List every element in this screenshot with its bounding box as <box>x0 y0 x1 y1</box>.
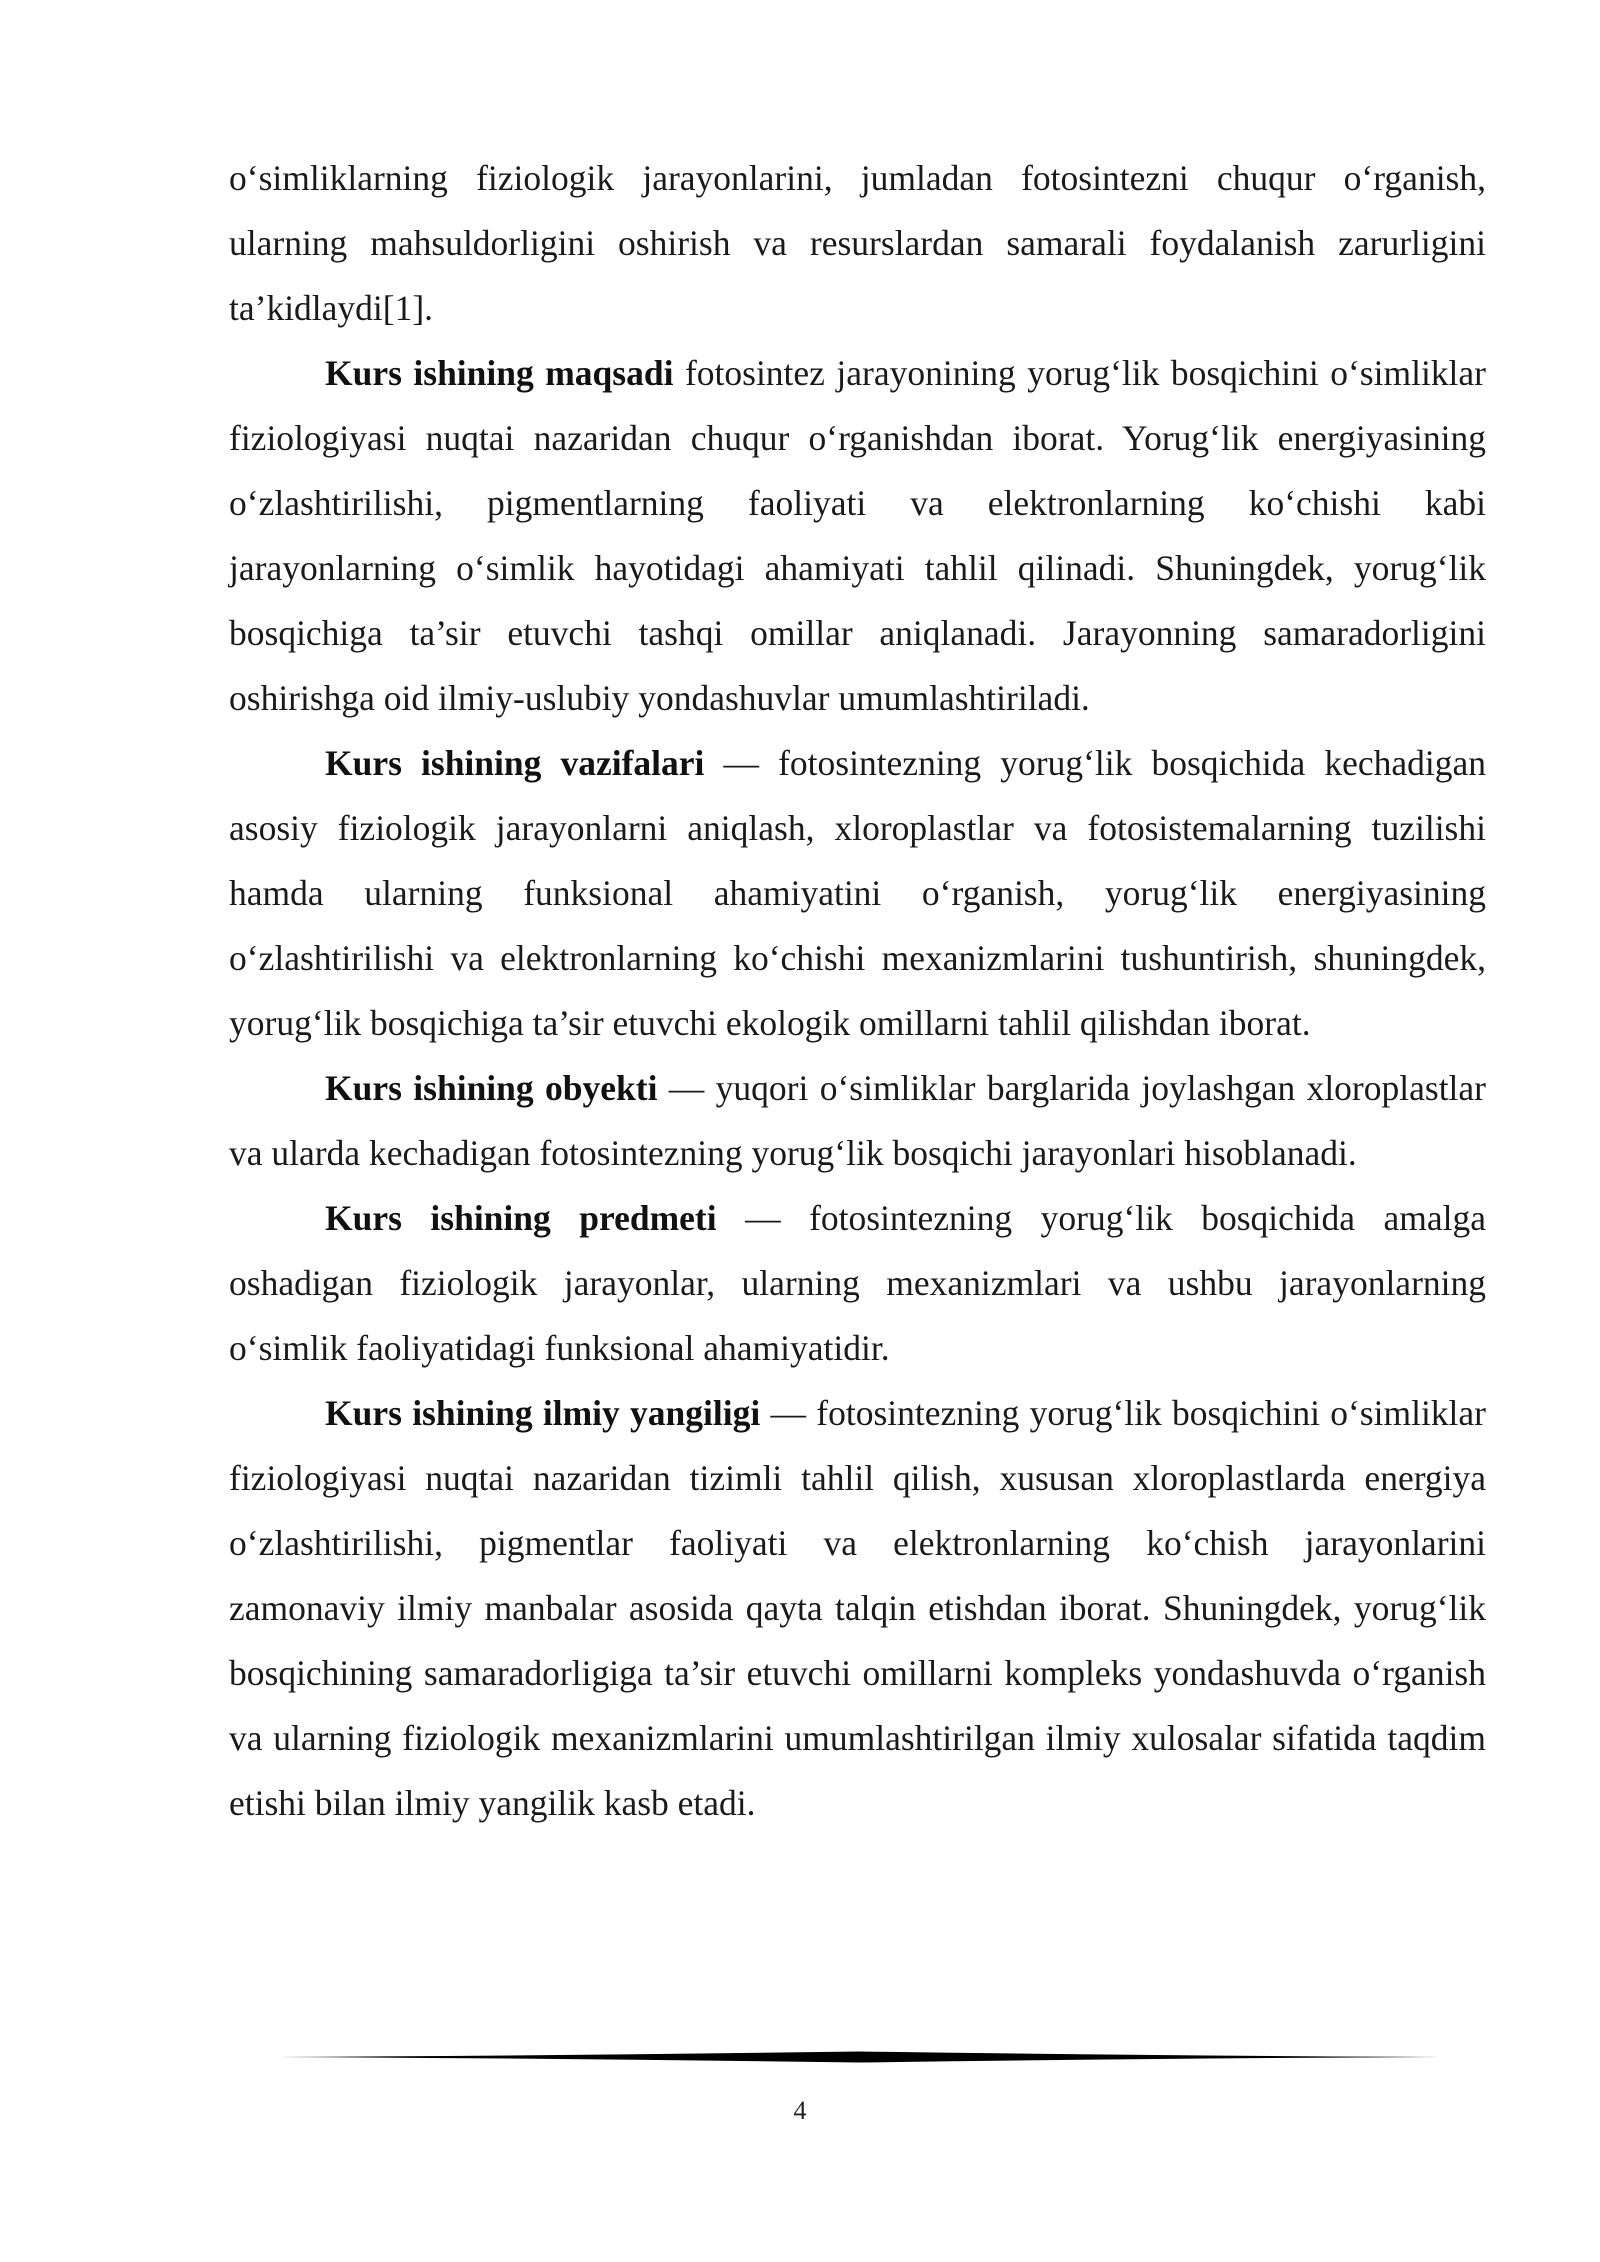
paragraph-novelty <box>229 1381 1486 1836</box>
paragraph-text: fotosintezning yorug‘lik bosqichini o‘simliklar fiziologiyasi nuqtai nazaridan tizimli tahlil qilish, xususan xloroplastlarda energiya o‘zlashtirilishi, pigmentlar faoliyati va elektronlarning ko‘chish jarayonlarini zamonaviy ilmiy manbalar asosida qayta talqin etishdan iborat. Shuningdek, yorug‘lik bosqichining samaradorligiga ta’sir etuvchi omillarni kompleks yondashuvda o‘rganish va ularning fiziologik mexanizmlarini umumlashtirilgan ilmiy xulosalar sifatida taqdim etishi bilan ilmiy yangilik kasb etadi. <box>229 1393 1487 1823</box>
paragraph-goal <box>229 341 1486 731</box>
paragraph-separator: — <box>704 743 779 783</box>
paragraph-separator <box>673 353 684 393</box>
body-text <box>229 146 1486 1836</box>
paragraph-subject <box>229 1186 1486 1381</box>
paragraph-object <box>229 1056 1486 1186</box>
paragraph-heading: Kurs ishining maqsadi <box>325 353 674 393</box>
paragraph-heading: Kurs ishining obyekti <box>325 1068 658 1108</box>
paragraph-tasks <box>229 731 1486 1056</box>
paragraph-heading: Kurs ishining ilmiy yangiligi <box>325 1393 761 1433</box>
paragraph-separator: — <box>760 1393 817 1433</box>
page-number: 4 <box>793 2096 807 2125</box>
paragraph-heading: Kurs ishining vazifalari <box>325 743 705 783</box>
paragraph-text: fotosintezning yorug‘lik bosqichida amalga oshadigan fiziologik jarayonlar, ularning mexanizmlari va ushbu jarayonlarning o‘simlik faoliyatidagi funksional ahamiyatidir. <box>229 1198 1486 1368</box>
footer-divider <box>278 2050 1440 2064</box>
paragraph-separator: — <box>716 1198 810 1238</box>
paragraph-text: fotosintez jarayonining yorug‘lik bosqichini o‘simliklar fiziologiyasi nuqtai nazaridan chuqur o‘rganishdan iborat. Yorug‘lik energiyasining o‘zlashtirilishi, pigmentlarning faoliyati va elektronlarning ko‘chishi kabi jarayonlarning o‘simlik hayotidagi ahamiyati tahlil qilinadi. Shuningdek, yorug‘lik bosqichiga ta’sir etuvchi tashqi omillar aniqlanadi. Jarayonning samaradorligini oshirishga oid ilmiy-uslubiy yondashuvlar umumlashtiriladi. <box>229 353 1486 718</box>
paragraph-heading: Kurs ishining predmeti <box>325 1198 717 1238</box>
paragraph-text: fotosintezning yorug‘lik bosqichida kechadigan asosiy fiziologik jarayonlarni aniqlash, xloroplastlar va fotosistemalarning tuzilishi hamda ularning funksional ahamiyatini o‘rganish, yorug‘lik energiyasining o‘zlashtirilishi va elektronlarning ko‘chishi mexanizmlarini tushuntirish, shuningdek, yorug‘lik bosqichiga ta’sir etuvchi ekologik omillarni tahlil qilishdan iborat. <box>229 743 1486 1043</box>
paragraph-intro-continuation <box>229 146 1486 341</box>
paragraph-text: yuqori o‘simliklar barglarida joylashgan xloroplastlar va ularda kechadigan fotosintezning yorug‘lik bosqichi jarayonlari hisoblanadi. <box>229 1068 1486 1173</box>
paragraph-text: o‘simliklarning fiziologik jarayonlarini, jumladan fotosintezni chuqur o‘rganish, ularning mahsuldorligini oshirish va resurslardan samarali foydalanish zarurligini ta’kidlaydi[1]. <box>229 158 1486 328</box>
paragraph-separator: — <box>657 1068 716 1108</box>
